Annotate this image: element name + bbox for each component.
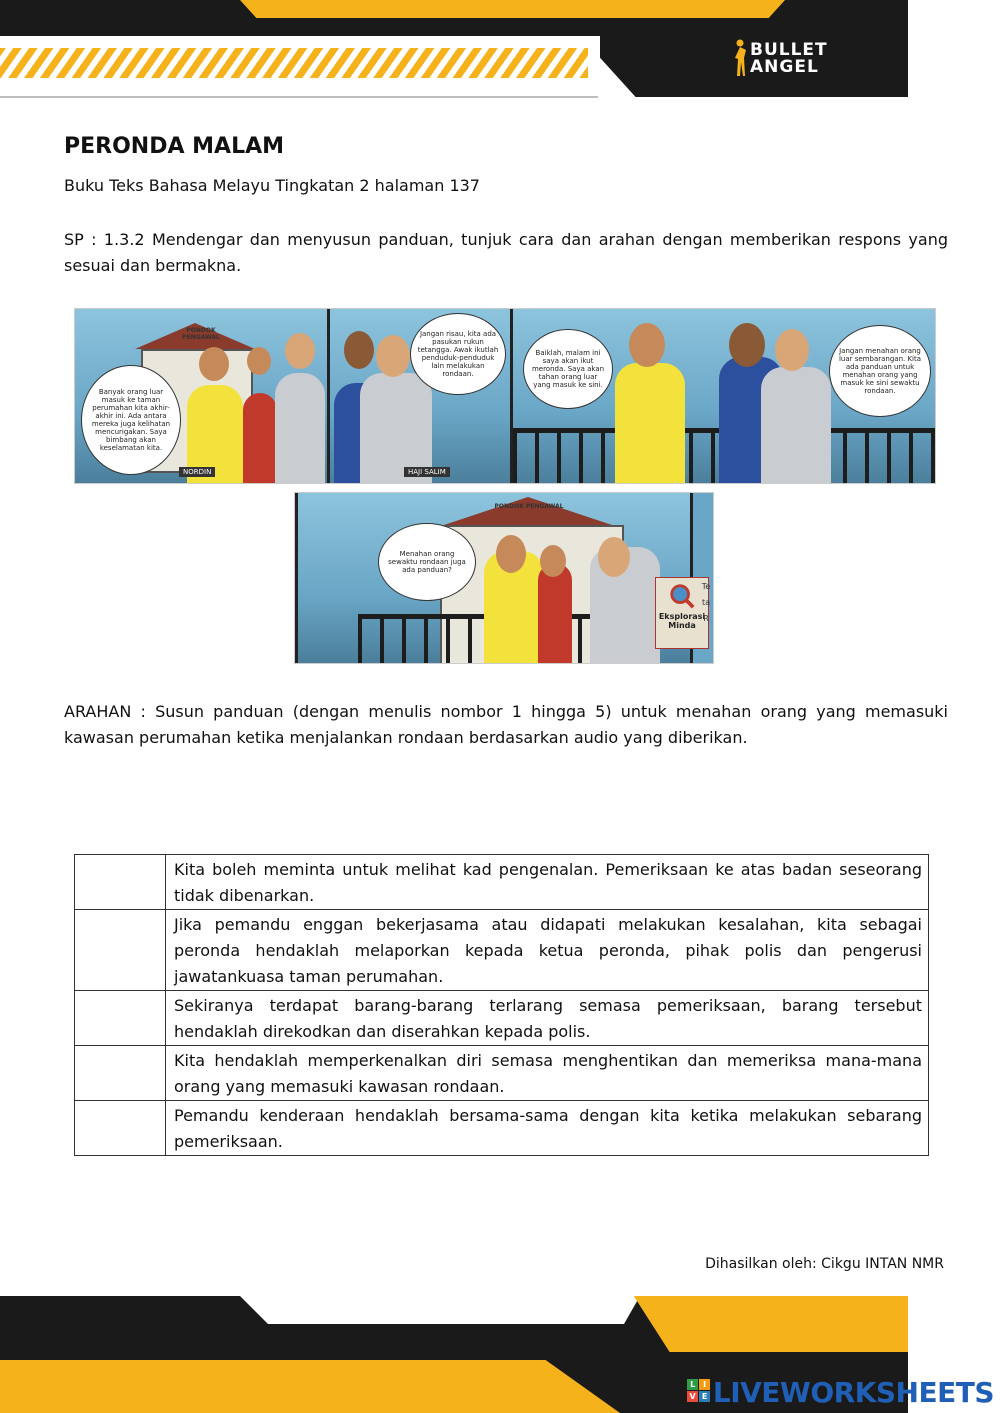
- name-tag-haji-salim: HAJI SALIM: [404, 467, 450, 477]
- comic-strip-top: [74, 308, 936, 484]
- table-row: [75, 991, 929, 1046]
- speech-bubble-2: Jangan risau, kita ada pasukan rukun tetangga. Awak ikutlah penduduk-penduduk lain melakukan rondaan.: [410, 313, 506, 395]
- step-number-input[interactable]: [75, 1101, 166, 1156]
- table-row: [75, 1046, 929, 1101]
- eksplorasi-label: Eksplorasi Minda: [658, 612, 706, 630]
- liveworksheets-logo[interactable]: [687, 1376, 994, 1409]
- liveworksheets-icon: L I V E: [687, 1379, 711, 1403]
- comic-panel-4: [295, 493, 693, 663]
- step-text: Jika pemandu enggan bekerjasama atau didapati melakukan kesalahan, kita sebagai peronda hendaklah melaporkan kepada ketua peronda, pihak polis dan pengerusi jawatankuasa taman perumahan.: [166, 910, 929, 991]
- speech-bubble-5: Menahan orang sewaktu rondaan juga ada panduan?: [378, 523, 476, 601]
- magnifier-globe-icon: [668, 582, 696, 610]
- table-row: [75, 1101, 929, 1156]
- step-text: Sekiranya terdapat barang-barang terlarang semasa pemeriksaan, barang tersebut hendaklah direkodkan dan diserahkan kepada polis.: [166, 991, 929, 1046]
- liveworksheets-wordmark: LIVEWORKSHEETS: [712, 1376, 994, 1409]
- name-tag-nordin: NORDIN: [179, 467, 215, 477]
- table-row: [75, 855, 929, 910]
- step-number-input[interactable]: [75, 910, 166, 991]
- header-hazard-stripes: [0, 48, 588, 78]
- speech-bubble-1: Banyak orang luar masuk ke taman perumahan kita akhir-akhir ini. Ada antara mereka juga kelihatan mencurigakan. Saya bimbang akan keselamatan kita.: [81, 365, 181, 475]
- step-text: Kita hendaklah memperkenalkan diri semasa menghentikan dan memeriksa mana-mana orang yang memasuki kawasan rondaan.: [166, 1046, 929, 1101]
- instruction-text: ARAHAN : Susun panduan (dengan menulis nombor 1 hingga 5) untuk menahan orang yang memasuki kawasan perumahan ketika menjalankan rondaan berdasarkan audio yang diberikan.: [64, 702, 948, 747]
- eksplorasi-edge-text: Te ta R: [701, 582, 711, 623]
- comic-panel-1: [75, 309, 330, 483]
- logo-line-2: ANGEL: [750, 57, 819, 77]
- comic-panel-2: [330, 309, 513, 483]
- footer-white-notch: [240, 1296, 640, 1324]
- step-number-input[interactable]: [75, 855, 166, 910]
- comic-strip-bottom: [294, 492, 714, 664]
- source-text: Buku Teks Bahasa Melayu Tingkatan 2 halaman 137: [64, 176, 480, 195]
- table-row: [75, 910, 929, 991]
- logo-line-1: BULLET: [750, 40, 828, 60]
- guard-house-sign: PONDOK PENGAWAL: [182, 327, 220, 341]
- angel-figure-icon: [732, 38, 748, 78]
- step-number-input[interactable]: [75, 1046, 166, 1101]
- standard-text: SP : 1.3.2 Mendengar dan menyusun panduan, tunjuk cara dan arahan dengan memberikan respons yang sesuai dan bermakna.: [64, 230, 948, 275]
- guard-house-sign-2: PONDOK PENGAWAL: [494, 503, 564, 510]
- speech-bubble-3: Baiklah, malam ini saya akan ikut meronda. Saya akan tahan orang luar yang masuk ke sini.: [523, 329, 613, 409]
- credit-text: Dihasilkan oleh: Cikgu INTAN NMR: [705, 1256, 944, 1272]
- page-title: PERONDA MALAM: [64, 134, 285, 159]
- speech-bubble-4: Jangan menahan orang luar sembarangan. Kita ada panduan untuk menahan orang yang masuk ke sini sewaktu rondaan.: [829, 325, 931, 417]
- step-text: Kita boleh meminta untuk melihat kad pengenalan. Pemeriksaan ke atas badan seseorang tidak dibenarkan.: [166, 855, 929, 910]
- step-number-input[interactable]: [75, 991, 166, 1046]
- bullet-angel-logo: [732, 36, 852, 82]
- header-divider: [0, 96, 598, 98]
- steps-table: [74, 854, 929, 1156]
- step-text: Pemandu kenderaan hendaklah bersama-sama dengan kita ketika melakukan sebarang pemeriksaan.: [166, 1101, 929, 1156]
- comic-panel-3: [513, 309, 935, 483]
- header-yellow-bar: [240, 0, 785, 18]
- footer-yellow-left: [0, 1360, 620, 1413]
